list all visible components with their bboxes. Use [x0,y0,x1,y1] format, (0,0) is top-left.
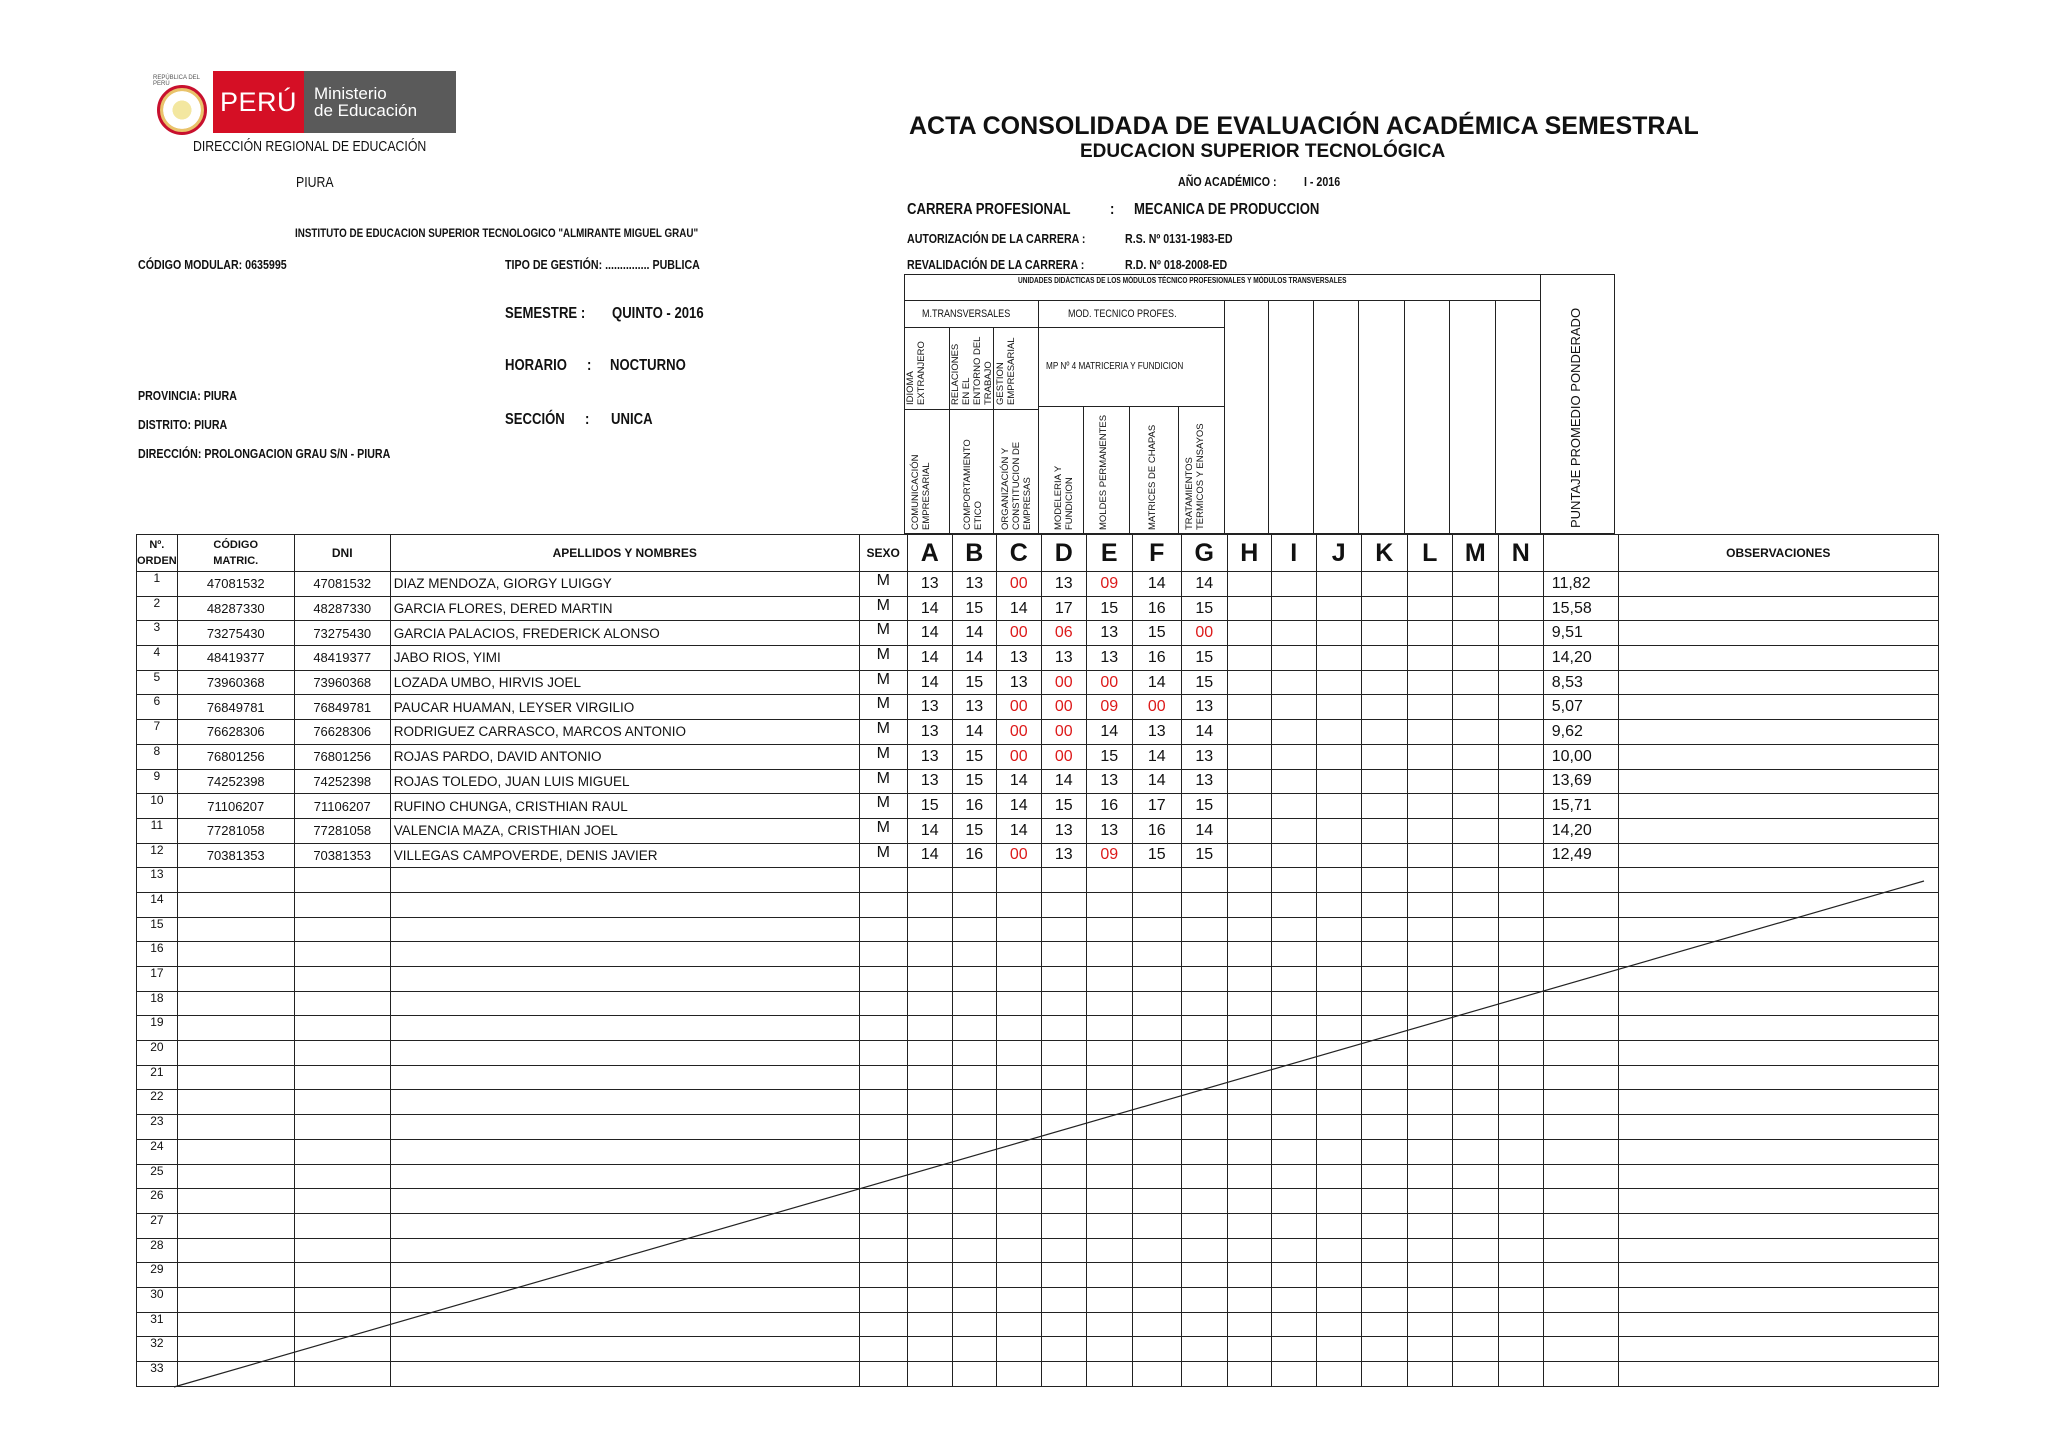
row-number: 23 [137,1115,178,1140]
cell-sexo: M [859,794,907,819]
unit-e: MOLDES PERMANENTES [1098,414,1109,530]
cell-nota-b: 15 [952,596,996,621]
cell-nota-a: 14 [907,843,952,868]
row-number: 10 [137,794,178,819]
cell-nota-e: 09 [1086,843,1132,868]
row-number: 15 [137,917,178,942]
tipo-gestion: TIPO DE GESTIÓN: ............... PUBLICA [505,257,700,272]
row-number: 12 [137,843,178,868]
row-number: 14 [137,892,178,917]
cell-nota-a: 14 [907,596,952,621]
cell-sexo: M [859,843,907,868]
cell-nota-a: 13 [907,572,952,597]
cell-nota-e: 13 [1086,621,1132,646]
row-number: 21 [137,1065,178,1090]
unit-b: COMPORTAMIENTO ETICO [962,439,984,530]
cell-nombre: VALENCIA MAZA, CRISTHIAN JOEL [390,818,859,843]
cell-nota-g: 14 [1181,572,1227,597]
row-number: 31 [137,1312,178,1337]
cell-nota-g: 15 [1181,843,1227,868]
cell-promedio: 10,00 [1543,744,1618,769]
horario-label: HORARIO [505,357,567,374]
cell-nota-d: 00 [1041,744,1086,769]
header-letter-a: A [907,535,952,572]
cell-nota-b: 13 [952,695,996,720]
cell-codigo: 74252398 [177,769,294,794]
row-number: 11 [137,818,178,843]
cell-nota-d: 13 [1041,646,1086,671]
cell-nota-g: 14 [1181,818,1227,843]
cell-nombre: ROJAS PARDO, DAVID ANTONIO [390,744,859,769]
cell-nota-c: 00 [996,695,1041,720]
unit-g: TRATAMIENTOS TERMICOS Y ENSAYOS [1184,423,1206,530]
cell-promedio: 11,82 [1543,572,1618,597]
row-number: 20 [137,1041,178,1066]
cell-nota-b: 14 [952,646,996,671]
cell-nota-b: 15 [952,744,996,769]
cell-nota-d: 00 [1041,670,1086,695]
cell-sexo: M [859,818,907,843]
cell-nota-a: 13 [907,695,952,720]
cell-nota-d: 00 [1041,720,1086,745]
anio-value: I - 2016 [1304,174,1341,189]
cell-promedio: 9,51 [1543,621,1618,646]
cell-nota-g: 15 [1181,794,1227,819]
cell-nota-g: 15 [1181,596,1227,621]
logo-ministry: Ministerio de Educación [304,71,456,133]
cell-dni: 47081532 [294,572,390,597]
cell-nombre: DIAZ MENDOZA, GIORGY LUIGGY [390,572,859,597]
cell-sexo: M [859,695,907,720]
cell-nombre: LOZADA UMBO, HIRVIS JOEL [390,670,859,695]
cell-codigo: 48419377 [177,646,294,671]
cell-nota-c: 13 [996,646,1041,671]
header-letter-i: I [1271,535,1316,572]
row-number: 30 [137,1287,178,1312]
cell-nota-e: 09 [1086,695,1132,720]
header-letter-j: J [1316,535,1361,572]
row-number: 13 [137,868,178,893]
cell-nombre: ROJAS TOLEDO, JUAN LUIS MIGUEL [390,769,859,794]
cell-nota-a: 14 [907,621,952,646]
cell-nota-e: 15 [1086,596,1132,621]
row-number: 29 [137,1263,178,1288]
instituto-name: INSTITUTO DE EDUCACION SUPERIOR TECNOLOGICO "ALMIRANTE MIGUEL GRAU" [295,226,699,240]
cell-nota-e: 15 [1086,744,1132,769]
mod-tecnico-label: MOD. TECNICO PROFES. [1068,308,1177,320]
header-letter-e: E [1086,535,1132,572]
cell-codigo: 76849781 [177,695,294,720]
cell-nota-c: 14 [996,596,1041,621]
cell-promedio: 9,62 [1543,720,1618,745]
cell-nombre: JABO RIOS, YIMI [390,646,859,671]
header-observaciones: OBSERVACIONES [1618,535,1938,572]
carrera-value: MECANICA DE PRODUCCION [1134,201,1320,218]
cell-codigo: 47081532 [177,572,294,597]
row-number: 8 [137,744,178,769]
header-letter-b: B [952,535,996,572]
cell-dni: 70381353 [294,843,390,868]
cell-nota-f: 16 [1132,596,1181,621]
cell-nota-f: 16 [1132,818,1181,843]
cell-nota-e: 14 [1086,720,1132,745]
m-transversales-label: M.TRANSVERSALES [922,308,1011,320]
revalidacion-label: REVALIDACIÓN DE LA CARRERA : [907,257,1085,272]
cell-dni: 76628306 [294,720,390,745]
row-number: 5 [137,670,178,695]
cell-nota-f: 14 [1132,572,1181,597]
cell-dni: 71106207 [294,794,390,819]
cell-nota-g: 13 [1181,744,1227,769]
cell-nota-g: 00 [1181,621,1227,646]
cell-nota-e: 13 [1086,818,1132,843]
row-number: 6 [137,695,178,720]
horario-value: NOCTURNO [610,357,686,374]
cell-nota-a: 14 [907,818,952,843]
direccion-regional: DIRECCIÓN REGIONAL DE EDUCACIÓN [193,138,427,155]
unit-f: MATRICES DE CHAPAS [1147,424,1158,530]
unit-d: MODELERIA Y FUNDICION [1053,465,1075,530]
semestre-label: SEMESTRE : [505,305,586,322]
document-title: ACTA CONSOLIDADA DE EVALUACIÓN ACADÉMICA SEMESTRAL [909,112,1699,140]
cell-nota-a: 13 [907,720,952,745]
header-letter-d: D [1041,535,1086,572]
autorizacion-value: R.S. Nº 0131-1983-ED [1125,231,1233,246]
cell-nota-g: 14 [1181,720,1227,745]
cell-nota-c: 00 [996,572,1041,597]
cell-nota-e: 09 [1086,572,1132,597]
cell-promedio: 14,20 [1543,646,1618,671]
row-number: 2 [137,596,178,621]
header-letter-k: K [1361,535,1407,572]
cell-codigo: 76628306 [177,720,294,745]
cell-sexo: M [859,769,907,794]
cell-nota-a: 13 [907,744,952,769]
cell-nombre: RODRIGUEZ CARRASCO, MARCOS ANTONIO [390,720,859,745]
cell-promedio: 13,69 [1543,769,1618,794]
seccion-value: UNICA [611,411,653,428]
cell-nota-f: 15 [1132,621,1181,646]
cell-nota-b: 15 [952,769,996,794]
puntaje-header: PUNTAJE PROMEDIO PONDERADO [1568,307,1583,528]
cell-nota-d: 13 [1041,572,1086,597]
cell-codigo: 73960368 [177,670,294,695]
autorizacion-label: AUTORIZACIÓN DE LA CARRERA : [907,231,1086,246]
header-letter-n: N [1498,535,1543,572]
row-number: 1 [137,572,178,597]
cell-nota-c: 00 [996,744,1041,769]
header-letter-g: G [1181,535,1227,572]
cell-nota-c: 00 [996,843,1041,868]
cell-nota-e: 13 [1086,769,1132,794]
cell-nota-b: 14 [952,621,996,646]
cell-nota-a: 14 [907,670,952,695]
cell-nota-b: 15 [952,670,996,695]
row-number: 26 [137,1189,178,1214]
cell-nombre: PAUCAR HUAMAN, LEYSER VIRGILIO [390,695,859,720]
cell-nota-f: 14 [1132,744,1181,769]
cell-nota-f: 15 [1132,843,1181,868]
anio-label: AÑO ACADÉMICO : [1178,174,1277,189]
units-top-label: UNIDADES DIDÁCTICAS DE LOS MÓDULOS TÉCNICO PROFESIONALES Y MÓDULOS TRANSVERSALES [1018,276,1347,285]
cell-dni: 73275430 [294,621,390,646]
cell-nota-g: 13 [1181,695,1227,720]
cell-nota-e: 00 [1086,670,1132,695]
cell-sexo: M [859,596,907,621]
coat-of-arms-icon: REPÚBLICA DEL PERÚ [147,71,213,133]
row-number: 24 [137,1139,178,1164]
cell-nota-d: 13 [1041,818,1086,843]
cell-sexo: M [859,621,907,646]
logo-country: PERÚ [213,71,304,133]
region: PIURA [296,174,334,191]
cell-nota-d: 00 [1041,695,1086,720]
row-number: 33 [137,1362,178,1387]
row-number: 9 [137,769,178,794]
cell-nota-g: 15 [1181,646,1227,671]
revalidacion-value: R.D. Nº 018-2008-ED [1125,257,1228,272]
cell-promedio: 5,07 [1543,695,1618,720]
cell-dni: 77281058 [294,818,390,843]
cell-nota-c: 00 [996,621,1041,646]
cell-dni: 74252398 [294,769,390,794]
cell-nota-d: 15 [1041,794,1086,819]
cell-dni: 76849781 [294,695,390,720]
cell-nota-a: 13 [907,769,952,794]
header-codigo: CÓDIGO MATRIC. [177,535,294,572]
cell-sexo: M [859,720,907,745]
row-number: 32 [137,1337,178,1362]
cell-nombre: GARCIA PALACIOS, FREDERICK ALONSO [390,621,859,646]
cell-codigo: 73275430 [177,621,294,646]
cell-codigo: 70381353 [177,843,294,868]
cell-nota-f: 17 [1132,794,1181,819]
cell-promedio: 15,71 [1543,794,1618,819]
cell-promedio: 8,53 [1543,670,1618,695]
cell-nota-b: 13 [952,572,996,597]
cell-nota-d: 17 [1041,596,1086,621]
cell-nota-b: 14 [952,720,996,745]
cell-codigo: 71106207 [177,794,294,819]
cell-nota-d: 14 [1041,769,1086,794]
cell-nombre: VILLEGAS CAMPOVERDE, DENIS JAVIER [390,843,859,868]
cell-nota-a: 15 [907,794,952,819]
header-dni: DNI [294,535,390,572]
header-letter-h: H [1227,535,1271,572]
cell-nota-c: 13 [996,670,1041,695]
seccion-label: SECCIÓN [505,411,565,428]
cell-sexo: M [859,670,907,695]
cell-sexo: M [859,744,907,769]
carrera-label: CARRERA PROFESIONAL [907,201,1071,218]
row-number: 18 [137,991,178,1016]
header-letter-l: L [1407,535,1452,572]
cell-nota-f: 14 [1132,769,1181,794]
cell-dni: 48287330 [294,596,390,621]
cell-nota-c: 00 [996,720,1041,745]
codigo-modular: CÓDIGO MODULAR: 0635995 [138,257,287,272]
cell-dni: 76801256 [294,744,390,769]
cell-nota-e: 16 [1086,794,1132,819]
cell-nota-f: 00 [1132,695,1181,720]
row-number: 25 [137,1164,178,1189]
cell-nota-b: 16 [952,843,996,868]
cell-dni: 73960368 [294,670,390,695]
header-letter-c: C [996,535,1041,572]
cell-codigo: 76801256 [177,744,294,769]
cell-nota-g: 15 [1181,670,1227,695]
header-orden: Nº. ORDEN [137,535,178,572]
unit-c: ORGANIZACIÓN Y CONSTITUCION DE EMPRESAS [1000,441,1033,530]
trans-module-1: IDIOMA EXTRANJERO [905,341,927,405]
cell-codigo: 77281058 [177,818,294,843]
provincia: PROVINCIA: PIURA [138,388,237,403]
row-number: 27 [137,1213,178,1238]
header-letter-m: M [1452,535,1498,572]
header-sexo: SEXO [859,535,907,572]
direccion: DIRECCIÓN: PROLONGACION GRAU S/N - PIURA [138,446,391,461]
cell-nota-c: 14 [996,769,1041,794]
cell-nota-f: 16 [1132,646,1181,671]
cell-nombre: GARCIA FLORES, DERED MARTIN [390,596,859,621]
cell-nombre: RUFINO CHUNGA, CRISTHIAN RAUL [390,794,859,819]
row-number: 16 [137,942,178,967]
cell-nota-g: 13 [1181,769,1227,794]
cell-nota-d: 06 [1041,621,1086,646]
cell-nota-f: 14 [1132,670,1181,695]
cell-nota-c: 14 [996,818,1041,843]
cell-nota-b: 16 [952,794,996,819]
cell-promedio: 14,20 [1543,818,1618,843]
row-number: 22 [137,1090,178,1115]
row-number: 28 [137,1238,178,1263]
cell-nota-f: 13 [1132,720,1181,745]
row-number: 3 [137,621,178,646]
cell-nota-b: 15 [952,818,996,843]
header-nombres: APELLIDOS Y NOMBRES [390,535,859,572]
cell-promedio: 12,49 [1543,843,1618,868]
cell-nota-c: 14 [996,794,1041,819]
cell-sexo: M [859,572,907,597]
row-number: 4 [137,646,178,671]
cell-nota-d: 13 [1041,843,1086,868]
header-letter-f: F [1132,535,1181,572]
distrito: DISTRITO: PIURA [138,417,228,432]
mp-label: MP Nº 4 MATRICERIA Y FUNDICION [1046,361,1184,372]
cell-dni: 48419377 [294,646,390,671]
row-number: 17 [137,967,178,992]
unit-a: COMUNICACIÓN EMPRESARIAL [910,454,932,530]
cell-codigo: 48287330 [177,596,294,621]
document-subtitle: EDUCACION SUPERIOR TECNOLÓGICA [1080,141,1446,162]
cell-nota-e: 13 [1086,646,1132,671]
trans-module-2: RELACIONES EN EL ENTORNO DEL TRABAJO [950,336,994,405]
row-number: 19 [137,1016,178,1041]
cell-promedio: 15,58 [1543,596,1618,621]
semestre-value: QUINTO - 2016 [612,305,704,322]
cell-sexo: M [859,646,907,671]
row-number: 7 [137,720,178,745]
trans-module-3: GESTION EMPRESARIAL [995,337,1017,405]
cell-nota-a: 14 [907,646,952,671]
